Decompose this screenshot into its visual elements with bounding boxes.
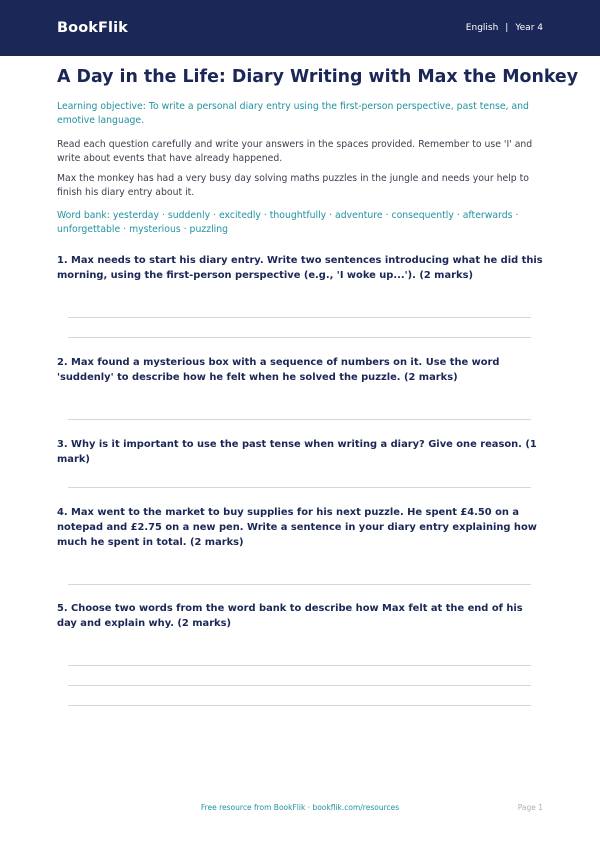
question-1: 1. Max needs to start his diary entry. Write two sentences introducing what he did this morning, using the first-person perspective (e.g., 'I woke up...'). (2 marks) (57, 255, 543, 281)
answer-line[interactable] (68, 419, 531, 420)
subject-meta (466, 23, 543, 33)
footer-source-link[interactable]: Free resource from BookFlik · bookflik.com/resources (200, 803, 400, 812)
brand-logo: BookFlik (57, 20, 128, 36)
question-2: 2. Max found a mysterious box with a sequence of numbers on it. Use the word 'suddenly' to describe how he felt when he solved the puzzle. (2 marks) (57, 357, 500, 383)
answer-line[interactable] (68, 337, 531, 338)
answer-line[interactable] (68, 705, 531, 706)
answer-line[interactable] (68, 665, 531, 666)
answer-line[interactable] (68, 317, 531, 318)
page-title: A Day in the Life: Diary Writing with Max the Monkey (57, 67, 579, 87)
meta-separator: | (505, 23, 509, 33)
question-4: 4. Max went to the market to buy supplies for his next puzzle. He spent £4.50 on a notepad and £2.75 on a new pen. Write a sentence in your diary entry explaining how much he spent in total. (2 marks) (57, 507, 537, 548)
question-5: 5. Choose two words from the word bank to describe how Max felt at the end of his day and explain why. (2 marks) (57, 603, 523, 629)
page-header (0, 0, 600, 56)
answer-line[interactable] (68, 685, 531, 686)
answer-line[interactable] (68, 487, 531, 488)
learning-objective: Learning objective: To write a personal diary entry using the first-person perspective, past tense, and emotive language. (57, 101, 529, 126)
title-block (57, 66, 579, 88)
word-bank: Word bank: yesterday · suddenly · excitedly · thoughtfully · adventure · consequently · afterwards · unforgettable · mysterious · puzzling (57, 210, 519, 235)
subject-label: English (465, 23, 499, 33)
instructions: Read each question carefully and write your answers in the spaces provided. Remember to use 'I' and write about events that have already happened. (57, 139, 533, 164)
year-label: Year 4 (515, 23, 543, 33)
story-context: Max the monkey has had a very busy day solving maths puzzles in the jungle and needs your help to finish his diary entry about it. (57, 173, 529, 198)
page-number: Page 1 (517, 803, 543, 812)
question-3: 3. Why is it important to use the past tense when writing a diary? Give one reason. (1 mark) (57, 439, 537, 465)
answer-line[interactable] (68, 584, 531, 585)
